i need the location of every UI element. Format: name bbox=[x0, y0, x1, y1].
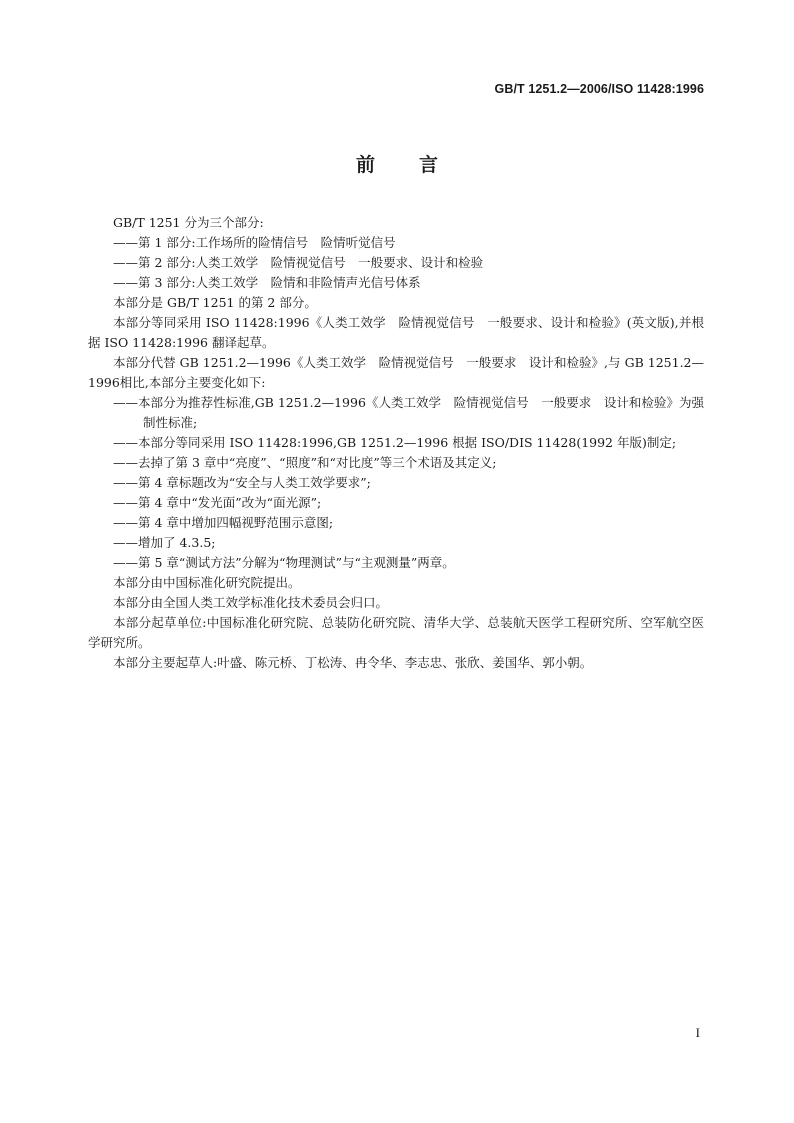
paragraph-drafting-units: 本部分起草单位:中国标准化研究院、总装防化研究院、清华大学、总装航天医学工程研究所、空军航空医学研究所。 bbox=[88, 615, 704, 650]
paragraph-drafters: 本部分主要起草人:叶盛、陈元桥、丁松涛、冉令华、李志忠、张欣、姜国华、郭小朝。 bbox=[113, 655, 593, 670]
list-item-part-3: ——第 3 部分:人类工效学 险情和非险情声光信号体系 bbox=[113, 275, 421, 290]
list-item-change-8: ——第 5 章“测试方法”分解为“物理测试”与“主观测量”两章。 bbox=[113, 555, 455, 570]
list-item-change-5: ——第 4 章中“发光面”改为“面光源”; bbox=[113, 495, 322, 510]
list-item-change-4: ——第 4 章标题改为“安全与人类工效学要求”; bbox=[113, 475, 371, 490]
list-item-change-3: ——去掉了第 3 章中“亮度”、“照度”和“对比度”等三个术语及其定义; bbox=[113, 455, 497, 470]
paragraph-centralized-by: 本部分由全国人类工效学标准化技术委员会归口。 bbox=[113, 595, 389, 610]
list-item-part-2: ——第 2 部分:人类工效学 险情视觉信号 一般要求、设计和检验 bbox=[113, 255, 484, 270]
standard-code-header: GB/T 1251.2—2006/ISO 11428:1996 bbox=[494, 82, 704, 96]
paragraph-proposed-by: 本部分由中国标准化研究院提出。 bbox=[113, 575, 301, 590]
page-number: I bbox=[695, 1025, 700, 1040]
paragraph-parts-intro: GB/T 1251 分为三个部分: bbox=[113, 215, 264, 230]
list-item-change-6: ——第 4 章中增加四幅视野范围示意图; bbox=[113, 515, 334, 530]
list-item-change-2: ——本部分等同采用 ISO 11428:1996,GB 1251.2—1996 根据 ISO/DIS 11428(1992 年版)制定; bbox=[113, 435, 677, 450]
list-item-change-7: ——增加了 4.3.5; bbox=[113, 535, 216, 550]
list-item-change-1: ——本部分为推荐性标准,GB 1251.2—1996《人类工效学 险情视觉信号 一般要求 设计和检验》为强制性标准; bbox=[113, 395, 704, 430]
page-title: 前言 bbox=[355, 154, 482, 176]
list-item-part-1: ——第 1 部分:工作场所的险情信号 险情听觉信号 bbox=[113, 235, 396, 250]
foreword-body bbox=[88, 213, 704, 673]
paragraph-replaces: 本部分代替 GB 1251.2—1996《人类工效学 险情视觉信号 一般要求 设计和检验》,与 GB 1251.2—1996相比,本部分主要变化如下: bbox=[88, 355, 704, 390]
paragraph-this-part: 本部分是 GB/T 1251 的第 2 部分。 bbox=[113, 295, 317, 310]
paragraph-adoption: 本部分等同采用 ISO 11428:1996《人类工效学 险情视觉信号 一般要求、设计和检验》(英文版),并根据 ISO 11428:1996 翻译起草。 bbox=[88, 315, 704, 350]
